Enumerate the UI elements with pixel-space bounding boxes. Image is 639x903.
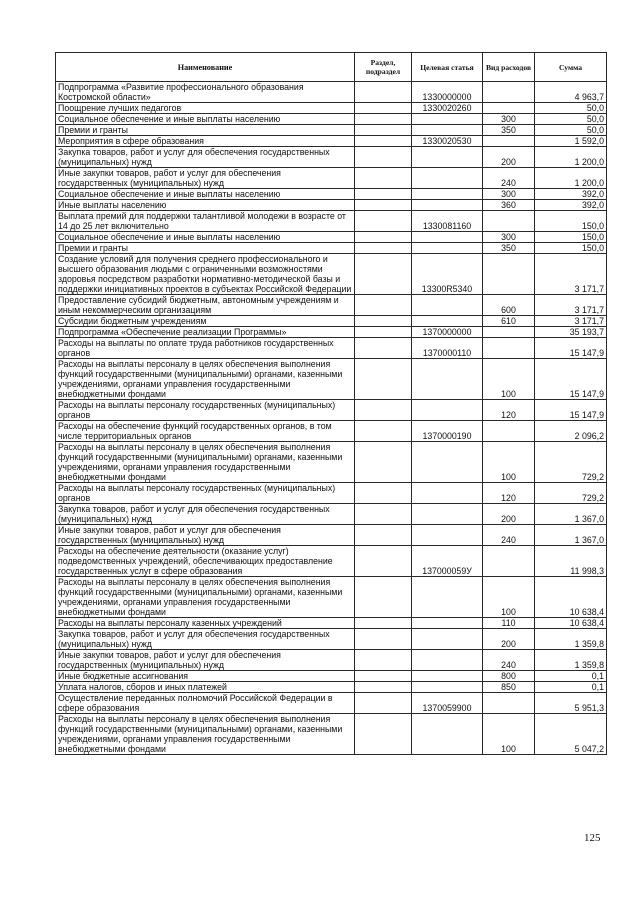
- row-cs: 1370000110: [412, 338, 483, 359]
- row-vr: 360: [483, 200, 535, 211]
- row-sum: 1 359,8: [535, 629, 607, 650]
- table-row: [56, 147, 607, 168]
- row-name: Иные бюджетные ассигнования: [56, 671, 355, 682]
- row-name: Субсидии бюджетным учреждениям: [56, 316, 355, 327]
- table-row: [56, 211, 607, 232]
- row-sum: 1 367,0: [535, 504, 607, 525]
- table-body: [56, 82, 607, 755]
- row-razdel: [355, 82, 412, 103]
- header-sum: Сумма: [535, 53, 607, 82]
- row-razdel: [355, 327, 412, 338]
- table-row: [56, 442, 607, 483]
- table-row: [56, 546, 607, 577]
- row-razdel: [355, 295, 412, 316]
- row-razdel: [355, 103, 412, 114]
- row-razdel: [355, 618, 412, 629]
- row-sum: 15 147,9: [535, 359, 607, 400]
- row-vr: 800: [483, 671, 535, 682]
- row-vr: 100: [483, 714, 535, 755]
- table-row: [56, 136, 607, 147]
- row-sum: 1 592,0: [535, 136, 607, 147]
- table-row: [56, 327, 607, 338]
- table-row: [56, 400, 607, 421]
- row-cs: 1370000000: [412, 327, 483, 338]
- row-cs: [412, 232, 483, 243]
- row-sum: 1 367,0: [535, 525, 607, 546]
- table-row: [56, 114, 607, 125]
- row-razdel: [355, 546, 412, 577]
- row-sum: 50,0: [535, 125, 607, 136]
- row-vr: 120: [483, 400, 535, 421]
- table-row: [56, 618, 607, 629]
- row-sum: 150,0: [535, 243, 607, 254]
- row-sum: 150,0: [535, 211, 607, 232]
- row-vr: [483, 82, 535, 103]
- row-vr: 100: [483, 442, 535, 483]
- row-cs: [412, 483, 483, 504]
- row-cs: [412, 243, 483, 254]
- row-cs: [412, 671, 483, 682]
- row-sum: 150,0: [535, 232, 607, 243]
- row-sum: 0,1: [535, 682, 607, 693]
- row-sum: 5 047,2: [535, 714, 607, 755]
- row-name: Премии и гранты: [56, 125, 355, 136]
- row-sum: 1 200,0: [535, 168, 607, 189]
- row-name: Предоставление субсидий бюджетным, автономным учреждениям и иным некоммерческим организациям: [56, 295, 355, 316]
- row-razdel: [355, 189, 412, 200]
- row-name: Расходы на выплаты по оплате труда работников государственных органов: [56, 338, 355, 359]
- row-sum: 4 963,7: [535, 82, 607, 103]
- row-razdel: [355, 577, 412, 618]
- row-razdel: [355, 200, 412, 211]
- row-razdel: [355, 693, 412, 714]
- row-sum: 35 193,7: [535, 327, 607, 338]
- row-sum: 1 200,0: [535, 147, 607, 168]
- row-cs: [412, 618, 483, 629]
- row-cs: 1330020260: [412, 103, 483, 114]
- row-cs: [412, 200, 483, 211]
- row-name: Подпрограмма «Обеспечение реализации Программы»: [56, 327, 355, 338]
- row-name: Иные закупки товаров, работ и услуг для обеспечения государственных (муниципальных) нужд: [56, 525, 355, 546]
- row-razdel: [355, 136, 412, 147]
- table-row: [56, 504, 607, 525]
- row-razdel: [355, 125, 412, 136]
- row-name: Иные выплаты населению: [56, 200, 355, 211]
- row-sum: 15 147,9: [535, 400, 607, 421]
- row-cs: [412, 504, 483, 525]
- row-vr: 240: [483, 168, 535, 189]
- row-razdel: [355, 714, 412, 755]
- row-sum: 11 998,3: [535, 546, 607, 577]
- table-row: [56, 168, 607, 189]
- row-vr: 240: [483, 525, 535, 546]
- row-sum: 1 359,8: [535, 650, 607, 671]
- row-cs: [412, 359, 483, 400]
- row-name: Закупка товаров, работ и услуг для обеспечения государственных (муниципальных) нужд: [56, 629, 355, 650]
- row-cs: [412, 125, 483, 136]
- table-row: [56, 338, 607, 359]
- row-name: Премии и гранты: [56, 243, 355, 254]
- row-cs: [412, 316, 483, 327]
- row-vr: [483, 103, 535, 114]
- table-row: [56, 125, 607, 136]
- row-vr: 350: [483, 125, 535, 136]
- row-sum: 15 147,9: [535, 338, 607, 359]
- row-razdel: [355, 168, 412, 189]
- row-cs: 1370000190: [412, 421, 483, 442]
- row-name: Расходы на обеспечение деятельности (оказание услуг) подведомственных учреждений, обеспечивающих предоставление государственных услуг в сфере образования: [56, 546, 355, 577]
- row-sum: 729,2: [535, 483, 607, 504]
- table-row: [56, 189, 607, 200]
- row-razdel: [355, 359, 412, 400]
- row-razdel: [355, 421, 412, 442]
- row-name: Социальное обеспечение и иные выплаты населению: [56, 189, 355, 200]
- row-name: Выплата премий для поддержки талантливой молодежи в возрасте от 14 до 25 лет включительно: [56, 211, 355, 232]
- row-razdel: [355, 650, 412, 671]
- table-row: [56, 232, 607, 243]
- table-row: [56, 525, 607, 546]
- row-name: Расходы на выплаты персоналу государственных (муниципальных) органов: [56, 400, 355, 421]
- row-vr: 200: [483, 504, 535, 525]
- table-row: [56, 693, 607, 714]
- table-row: [56, 629, 607, 650]
- row-cs: [412, 682, 483, 693]
- row-razdel: [355, 211, 412, 232]
- row-vr: 300: [483, 232, 535, 243]
- row-vr: [483, 254, 535, 295]
- row-vr: 610: [483, 316, 535, 327]
- table-row: [56, 671, 607, 682]
- row-name: Осуществление переданных полномочий Российской Федерации в сфере образования: [56, 693, 355, 714]
- row-vr: 110: [483, 618, 535, 629]
- row-vr: 200: [483, 629, 535, 650]
- row-vr: 300: [483, 189, 535, 200]
- table-header-row: [56, 53, 607, 82]
- table-row: [56, 295, 607, 316]
- row-cs: 1330081160: [412, 211, 483, 232]
- row-vr: 100: [483, 359, 535, 400]
- row-razdel: [355, 232, 412, 243]
- table-row: [56, 103, 607, 114]
- row-vr: [483, 136, 535, 147]
- row-vr: 100: [483, 577, 535, 618]
- row-sum: 10 638,4: [535, 618, 607, 629]
- header-vr: Вид расходов: [483, 53, 535, 82]
- row-razdel: [355, 682, 412, 693]
- row-name: Расходы на выплаты персоналу в целях обеспечения выполнения функций государственными (муниципальными) органами, казенными учреждениями, органами управления государственными внебюджетными фондами: [56, 714, 355, 755]
- row-vr: 600: [483, 295, 535, 316]
- row-razdel: [355, 243, 412, 254]
- row-cs: [412, 114, 483, 125]
- row-cs: [412, 400, 483, 421]
- table-row: [56, 200, 607, 211]
- row-sum: 50,0: [535, 114, 607, 125]
- row-name: Социальное обеспечение и иные выплаты населению: [56, 114, 355, 125]
- row-vr: 120: [483, 483, 535, 504]
- row-name: Расходы на выплаты персоналу в целях обеспечения выполнения функций государственными (муниципальными) органами, казенными учреждениями, органами управления государственными внебюджетными фондами: [56, 577, 355, 618]
- row-name: Мероприятия в сфере образования: [56, 136, 355, 147]
- row-name: Расходы на выплаты персоналу государственных (муниципальных) органов: [56, 483, 355, 504]
- row-cs: [412, 525, 483, 546]
- row-razdel: [355, 525, 412, 546]
- row-razdel: [355, 316, 412, 327]
- row-name: Иные закупки товаров, работ и услуг для обеспечения государственных (муниципальных) нужд: [56, 168, 355, 189]
- row-cs: 1330020530: [412, 136, 483, 147]
- row-razdel: [355, 671, 412, 682]
- table-row: [56, 82, 607, 103]
- row-cs: [412, 650, 483, 671]
- row-name: Поощрение лучших педагогов: [56, 103, 355, 114]
- row-name: Подпрограмма «Развитие профессионального образования Костромской области»: [56, 82, 355, 103]
- row-razdel: [355, 147, 412, 168]
- row-sum: 50,0: [535, 103, 607, 114]
- row-cs: [412, 168, 483, 189]
- table-row: [56, 650, 607, 671]
- row-vr: 350: [483, 243, 535, 254]
- table-row: [56, 316, 607, 327]
- row-name: Расходы на выплаты персоналу казенных учреждений: [56, 618, 355, 629]
- table-row: [56, 483, 607, 504]
- budget-table: [55, 52, 607, 755]
- table-row: [56, 359, 607, 400]
- table-row: [56, 682, 607, 693]
- row-name: Иные закупки товаров, работ и услуг для обеспечения государственных (муниципальных) нужд: [56, 650, 355, 671]
- table-row: [56, 421, 607, 442]
- row-razdel: [355, 483, 412, 504]
- row-cs: [412, 442, 483, 483]
- row-cs: 13300R5340: [412, 254, 483, 295]
- row-razdel: [355, 400, 412, 421]
- row-vr: 850: [483, 682, 535, 693]
- row-sum: 729,2: [535, 442, 607, 483]
- row-vr: 300: [483, 114, 535, 125]
- row-cs: [412, 295, 483, 316]
- row-razdel: [355, 504, 412, 525]
- header-cs: Целевая статья: [412, 53, 483, 82]
- row-sum: 3 171,7: [535, 254, 607, 295]
- table-row: [56, 243, 607, 254]
- row-vr: [483, 327, 535, 338]
- row-name: Расходы на выплаты персоналу в целях обеспечения выполнения функций государственными (муниципальными) органами, казенными учреждениями, органами управления государственными внебюджетными фондами: [56, 442, 355, 483]
- row-name: Расходы на обеспечение функций государственных органов, в том числе территориальных органов: [56, 421, 355, 442]
- row-name: Создание условий для получения среднего профессионального и высшего образования людьми с ограниченными возможностями здоровья посредством разработки нормативно-методической базы и поддержки инициативных проектов в субъектах Российской Федерации: [56, 254, 355, 295]
- row-vr: [483, 421, 535, 442]
- row-cs: 137000059У: [412, 546, 483, 577]
- row-razdel: [355, 114, 412, 125]
- row-vr: [483, 693, 535, 714]
- row-vr: 200: [483, 147, 535, 168]
- row-name: Уплата налогов, сборов и иных платежей: [56, 682, 355, 693]
- row-sum: 392,0: [535, 189, 607, 200]
- row-sum: 2 096,2: [535, 421, 607, 442]
- page-number: 125: [584, 832, 601, 844]
- row-cs: 1370059900: [412, 693, 483, 714]
- table-row: [56, 714, 607, 755]
- row-razdel: [355, 338, 412, 359]
- row-sum: 5 951,3: [535, 693, 607, 714]
- table-row: [56, 577, 607, 618]
- header-name: Наименование: [56, 53, 355, 82]
- header-razdel: Раздел, подраздел: [355, 53, 412, 82]
- row-razdel: [355, 629, 412, 650]
- row-cs: [412, 189, 483, 200]
- row-cs: [412, 714, 483, 755]
- row-razdel: [355, 254, 412, 295]
- row-sum: 3 171,7: [535, 316, 607, 327]
- row-vr: [483, 546, 535, 577]
- row-name: Закупка товаров, работ и услуг для обеспечения государственных (муниципальных) нужд: [56, 147, 355, 168]
- row-sum: 0,1: [535, 671, 607, 682]
- row-razdel: [355, 442, 412, 483]
- row-cs: 1330000000: [412, 82, 483, 103]
- row-sum: 3 171,7: [535, 295, 607, 316]
- row-cs: [412, 147, 483, 168]
- row-sum: 10 638,4: [535, 577, 607, 618]
- row-cs: [412, 629, 483, 650]
- table-row: [56, 254, 607, 295]
- row-name: Закупка товаров, работ и услуг для обеспечения государственных (муниципальных) нужд: [56, 504, 355, 525]
- row-name: Расходы на выплаты персоналу в целях обеспечения выполнения функций государственными (муниципальными) органами, казенными учреждениями, органами управления государственными внебюджетными фондами: [56, 359, 355, 400]
- row-name: Социальное обеспечение и иные выплаты населению: [56, 232, 355, 243]
- row-vr: [483, 211, 535, 232]
- row-sum: 392,0: [535, 200, 607, 211]
- row-vr: 240: [483, 650, 535, 671]
- row-vr: [483, 338, 535, 359]
- row-cs: [412, 577, 483, 618]
